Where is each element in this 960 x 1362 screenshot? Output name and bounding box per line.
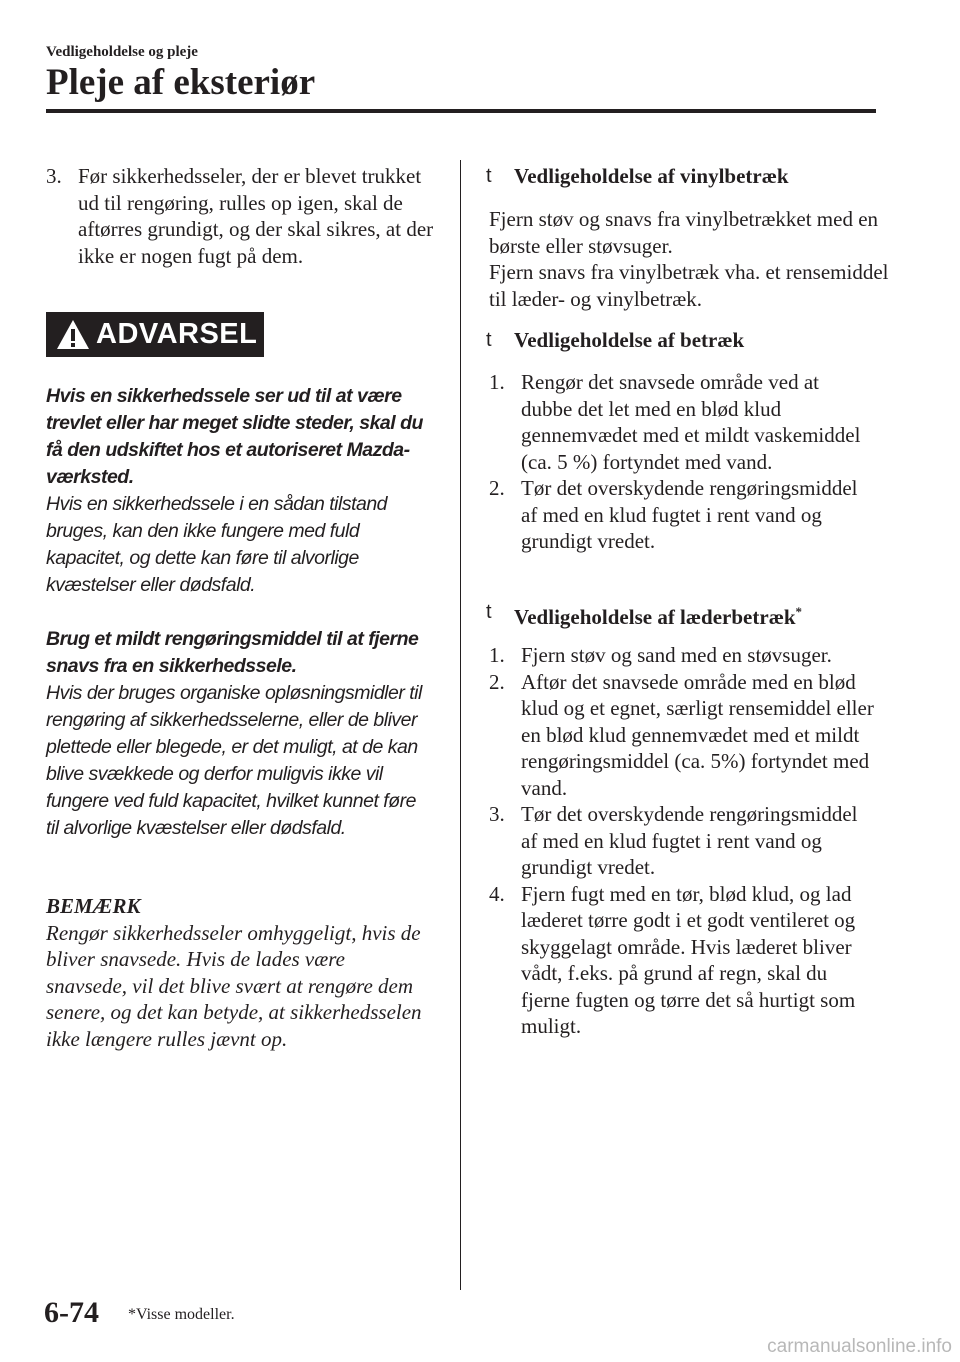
list-item — [489, 881, 879, 1040]
warning-2-heading: Brug et mildt rengøringsmiddel til at fjerne snavs fra en sikkerhedssele. — [46, 628, 419, 677]
warning-1-heading: Hvis en sikkerhedssele ser ud til at være trevlet eller har meget slidte steder, skal du få den udskiftet hos et autoriseret Mazda-værksted. — [46, 385, 423, 488]
note-block — [46, 893, 431, 1052]
step-number: 3. — [489, 802, 505, 826]
step-text: Fjern støv og sand med en støvsuger. — [521, 643, 832, 667]
heading-cover — [488, 327, 888, 353]
step-number: 1. — [489, 370, 505, 394]
heading-leather — [488, 599, 888, 630]
warning-2-text: Hvis der bruges organiske opløsningsmidler til rengøring af sikkerhedsselerne, eller de bliver plettede eller blegede, er det muligt, at de kan blive svækkede og derfor muligvis ikke vil fungere ved fuld kapacitet, hvilket kunnet føre til alvorlige kvæstelser eller dødsfald. — [46, 682, 422, 839]
vinyl-text — [489, 206, 889, 312]
note-heading: BEMÆRK — [46, 894, 141, 918]
step-number: 2. — [489, 669, 505, 694]
leather-steps — [489, 642, 879, 1040]
footnote: *Visse modeller. — [128, 1306, 235, 1323]
title-rule — [46, 109, 876, 113]
cover-steps — [489, 369, 869, 555]
step-text: Aftør det snavsede område med en blød klud og et egnet, særligt rensemiddel eller en blød klud gennemvædet med et mildt rengøringsmiddel (ca. 5%) fortyndet med vand. — [521, 669, 874, 800]
step-text: Før sikkerhedsseler, der er blevet trukket ud til rengøring, rulles op igen, skal de aftørres grundigt, og der skal sikres, at der ikke er nogen fugt på dem. — [78, 164, 434, 268]
page-number: 6-74 — [44, 1296, 99, 1329]
paragraph: Fjern støv og snavs fra vinylbetrækket med en børste eller støvsuger. — [489, 207, 879, 258]
footnote-star: * — [795, 604, 803, 619]
note-text: Rengør sikkerhedsseler omhyggeligt, hvis de bliver snavsede. Hvis de lades være snavsede, vil det blive svært at rengøre dem senere, og det kan betyde, at sikkerhedsselen ikke længere rulles jævnt op. — [46, 920, 422, 1051]
warning-label-text: ADVARSEL — [96, 318, 258, 350]
section-marker: t — [486, 601, 492, 623]
step-text: Tør det overskydende rengøringsmiddel af med en klud fugtet i rent vand og grundigt vredet. — [521, 476, 858, 553]
step-text: Rengør det snavsede område ved at dubbe det let med en blød klud gennemvædet med et mildt vaskemiddel (ca. 5 %) fortyndet med vand. — [521, 370, 861, 474]
step-number: 1. — [489, 643, 505, 667]
warning-1-text: Hvis en sikkerhedssele i en sådan tilstand bruges, kan den ikke fungere med fuld kapacitet, og dette kan føre til alvorlige kvæstelser eller dødsfald. — [46, 493, 388, 596]
step-number: 3. — [46, 164, 62, 188]
page-title: Pleje af eksteriør — [46, 62, 316, 103]
heading-text: Vedligeholdelse af betræk — [514, 328, 745, 352]
warning-label — [46, 312, 264, 357]
heading-vinyl — [488, 163, 888, 189]
step-text: Tør det overskydende rengøringsmiddel af med en klud fugtet i rent vand og grundigt vredet. — [521, 802, 858, 879]
list-item — [489, 801, 879, 881]
watermark: carmanualsonline.info — [767, 1336, 952, 1357]
warning-triangle-icon — [56, 318, 90, 352]
step-number: 2. — [489, 476, 505, 500]
paragraph: Fjern snavs fra vinylbetræk vha. et rensemiddel til læder- og vinylbetræk. — [489, 260, 889, 311]
warning-block — [46, 383, 428, 842]
step-text: Fjern fugt med en tør, blød klud, og lad læderet tørre godt i et godt ventileret og skyggelagt område. Hvis læderet bliver vådt, f.eks. på grund af regn, skal du fjerne fugten og tørre det så hurtigt som muligt. — [521, 881, 856, 1038]
list-item — [489, 475, 869, 555]
list-item — [489, 369, 869, 475]
section-marker: t — [486, 165, 492, 187]
list-item — [489, 642, 879, 669]
step-number: 4. — [489, 881, 505, 906]
step-3 — [46, 163, 436, 269]
section-marker: t — [486, 329, 492, 351]
breadcrumb: Vedligeholdelse og pleje — [46, 44, 198, 60]
list-item — [489, 669, 879, 802]
list-item — [46, 163, 436, 269]
column-divider — [460, 160, 461, 1290]
heading-text: Vedligeholdelse af vinylbetræk — [514, 164, 789, 188]
heading-text: Vedligeholdelse af læderbetræk — [514, 605, 796, 629]
